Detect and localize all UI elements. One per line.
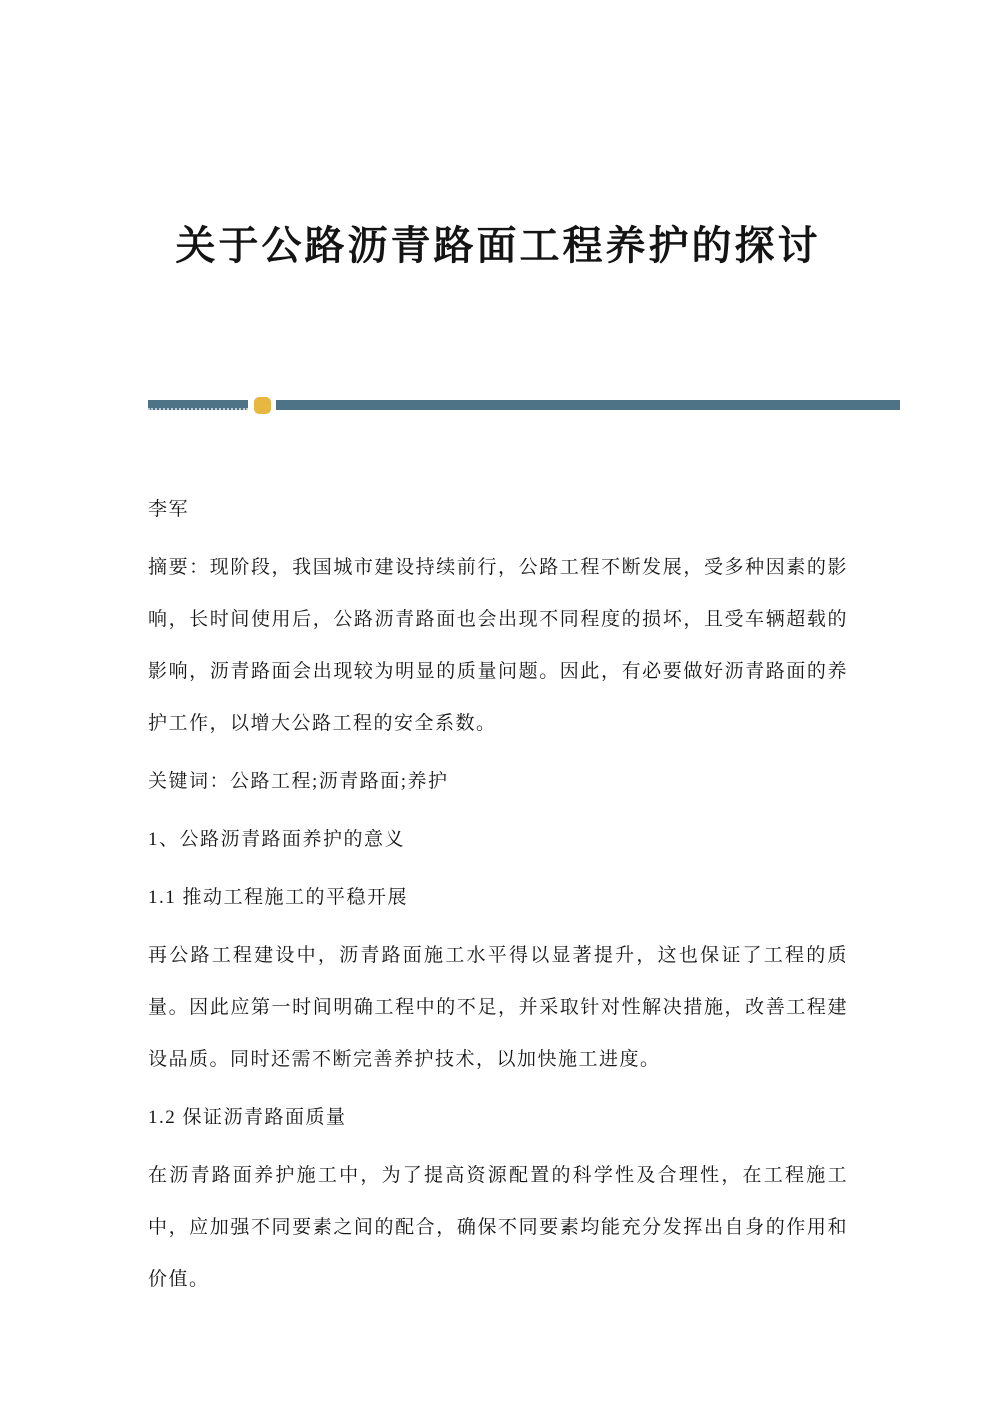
divider-left-segment [148, 400, 248, 410]
section-heading-1: 1、公路沥青路面养护的意义 [148, 829, 406, 850]
section-heading-1-2: 1.2 保证沥青路面质量 [148, 1107, 347, 1128]
section-divider [148, 396, 900, 414]
divider-right-segment [276, 400, 900, 410]
keywords-line: 关键词：公路工程;沥青路面;养护 [148, 771, 449, 792]
section-paragraph-1-1: 再公路工程建设中，沥青路面施工水平得以显著提升，这也保证了工程的质量。因此应第一时间明确工程中的不足，并采取针对性解决措施，改善工程建设品质。同时还需不断完善养护技术，以加快施工进度。 [148, 945, 848, 1070]
author-line: 李军 [148, 499, 190, 520]
abstract-paragraph: 摘要：现阶段，我国城市建设持续前行，公路工程不断发展，受多种因素的影响，长时间使用后，公路沥青路面也会出现不同程度的损坏，且受车辆超载的影响，沥青路面会出现较为明显的质量问题。因此，有必要做好沥青路面的养护工作，以增大公路工程的安全系数。 [148, 557, 848, 734]
divider-accent-dot-icon [254, 397, 271, 414]
document-body [148, 484, 848, 1306]
section-paragraph-1-2: 在沥青路面养护施工中，为了提高资源配置的科学性及合理性，在工程施工中，应加强不同要素之间的配合，确保不同要素均能充分发挥出自身的作用和价值。 [148, 1165, 848, 1290]
document-title: 关于公路沥青路面工程养护的探讨 [175, 223, 821, 268]
section-heading-1-1: 1.1 推动工程施工的平稳开展 [148, 887, 409, 908]
